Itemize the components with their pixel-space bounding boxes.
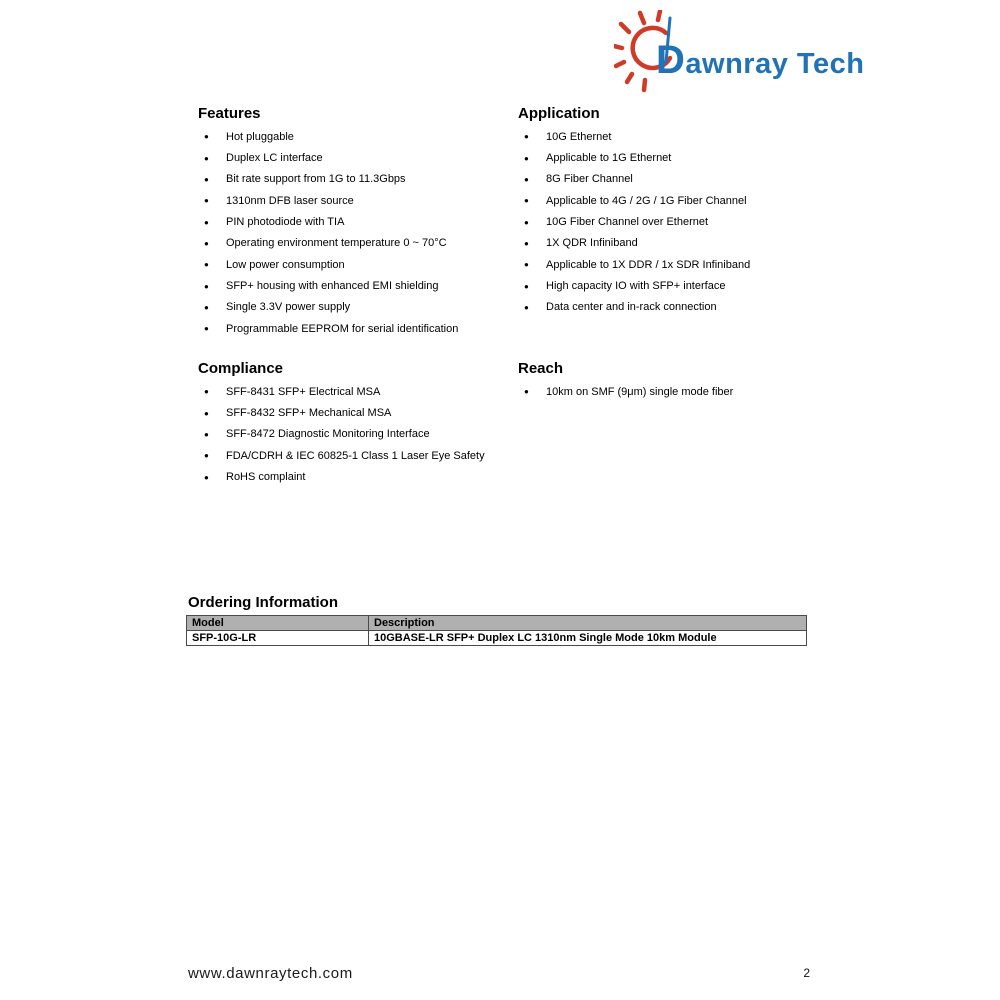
company-name: Dawnray Tech	[656, 38, 865, 82]
list-item: ● 10km on SMF (9μm) single mode fiber	[518, 381, 838, 402]
list-item: ● Programmable EEPROM for serial identification	[198, 318, 518, 339]
list-item: ● SFF-8432 SFP+ Mechanical MSA	[198, 402, 518, 423]
list-item: ● Applicable to 4G / 2G / 1G Fiber Channel	[518, 190, 838, 211]
list-item: ● Data center and in-rack connection	[518, 297, 838, 318]
application-list	[518, 126, 838, 318]
list-item: ● Single 3.3V power supply	[198, 297, 518, 318]
features-section	[198, 106, 518, 339]
list-item: ● 10G Ethernet	[518, 126, 838, 147]
table-row	[187, 631, 807, 646]
compliance-list	[198, 381, 518, 488]
list-item: ● Duplex LC interface	[198, 147, 518, 168]
page-number: 2	[803, 966, 810, 980]
list-item: ● RoHS complaint	[198, 466, 518, 487]
list-item: ● SFF-8431 SFP+ Electrical MSA	[198, 381, 518, 402]
footer-website: www.dawnraytech.com	[188, 965, 353, 982]
list-item: ● SFF-8472 Diagnostic Monitoring Interface	[198, 424, 518, 445]
list-item: ● FDA/CDRH & IEC 60825-1 Class 1 Laser Eye Safety	[198, 445, 518, 466]
company-logo	[614, 10, 865, 95]
list-item: ● Hot pluggable	[198, 126, 518, 147]
list-item: ● Low power consumption	[198, 254, 518, 275]
reach-list	[518, 381, 838, 402]
application-section	[518, 106, 838, 318]
list-item: ● Applicable to 1G Ethernet	[518, 147, 838, 168]
description-cell: 10GBASE-LR SFP+ Duplex LC 1310nm Single Mode 10km Module	[369, 631, 807, 646]
ordering-table	[186, 615, 807, 646]
compliance-title: Compliance	[198, 360, 284, 377]
ordering-information-title: Ordering Information	[188, 594, 338, 611]
model-cell: SFP-10G-LR	[187, 631, 369, 646]
list-item: ● 1310nm DFB laser source	[198, 190, 518, 211]
list-item: ● 10G Fiber Channel over Ethernet	[518, 211, 838, 232]
list-item: ● High capacity IO with SFP+ interface	[518, 275, 838, 296]
reach-section	[518, 361, 838, 402]
list-item: ● SFP+ housing with enhanced EMI shielding	[198, 275, 518, 296]
list-item: ● 8G Fiber Channel	[518, 169, 838, 190]
list-item: ● 1X QDR Infiniband	[518, 233, 838, 254]
list-item: ● Bit rate support from 1G to 11.3Gbps	[198, 169, 518, 190]
compliance-section	[198, 361, 518, 488]
table-header-row	[187, 616, 807, 631]
reach-title: Reach	[518, 360, 564, 377]
list-item: ● Operating environment temperature 0 ~ 70°C	[198, 233, 518, 254]
features-list	[198, 126, 518, 339]
application-title: Application	[518, 105, 600, 122]
list-item: ● Applicable to 1X DDR / 1x SDR Infiniband	[518, 254, 838, 275]
ordering-information-section	[186, 594, 807, 646]
list-item: ● PIN photodiode with TIA	[198, 211, 518, 232]
description-column-header: Description	[369, 616, 807, 631]
features-title: Features	[198, 105, 261, 122]
model-column-header: Model	[187, 616, 369, 631]
